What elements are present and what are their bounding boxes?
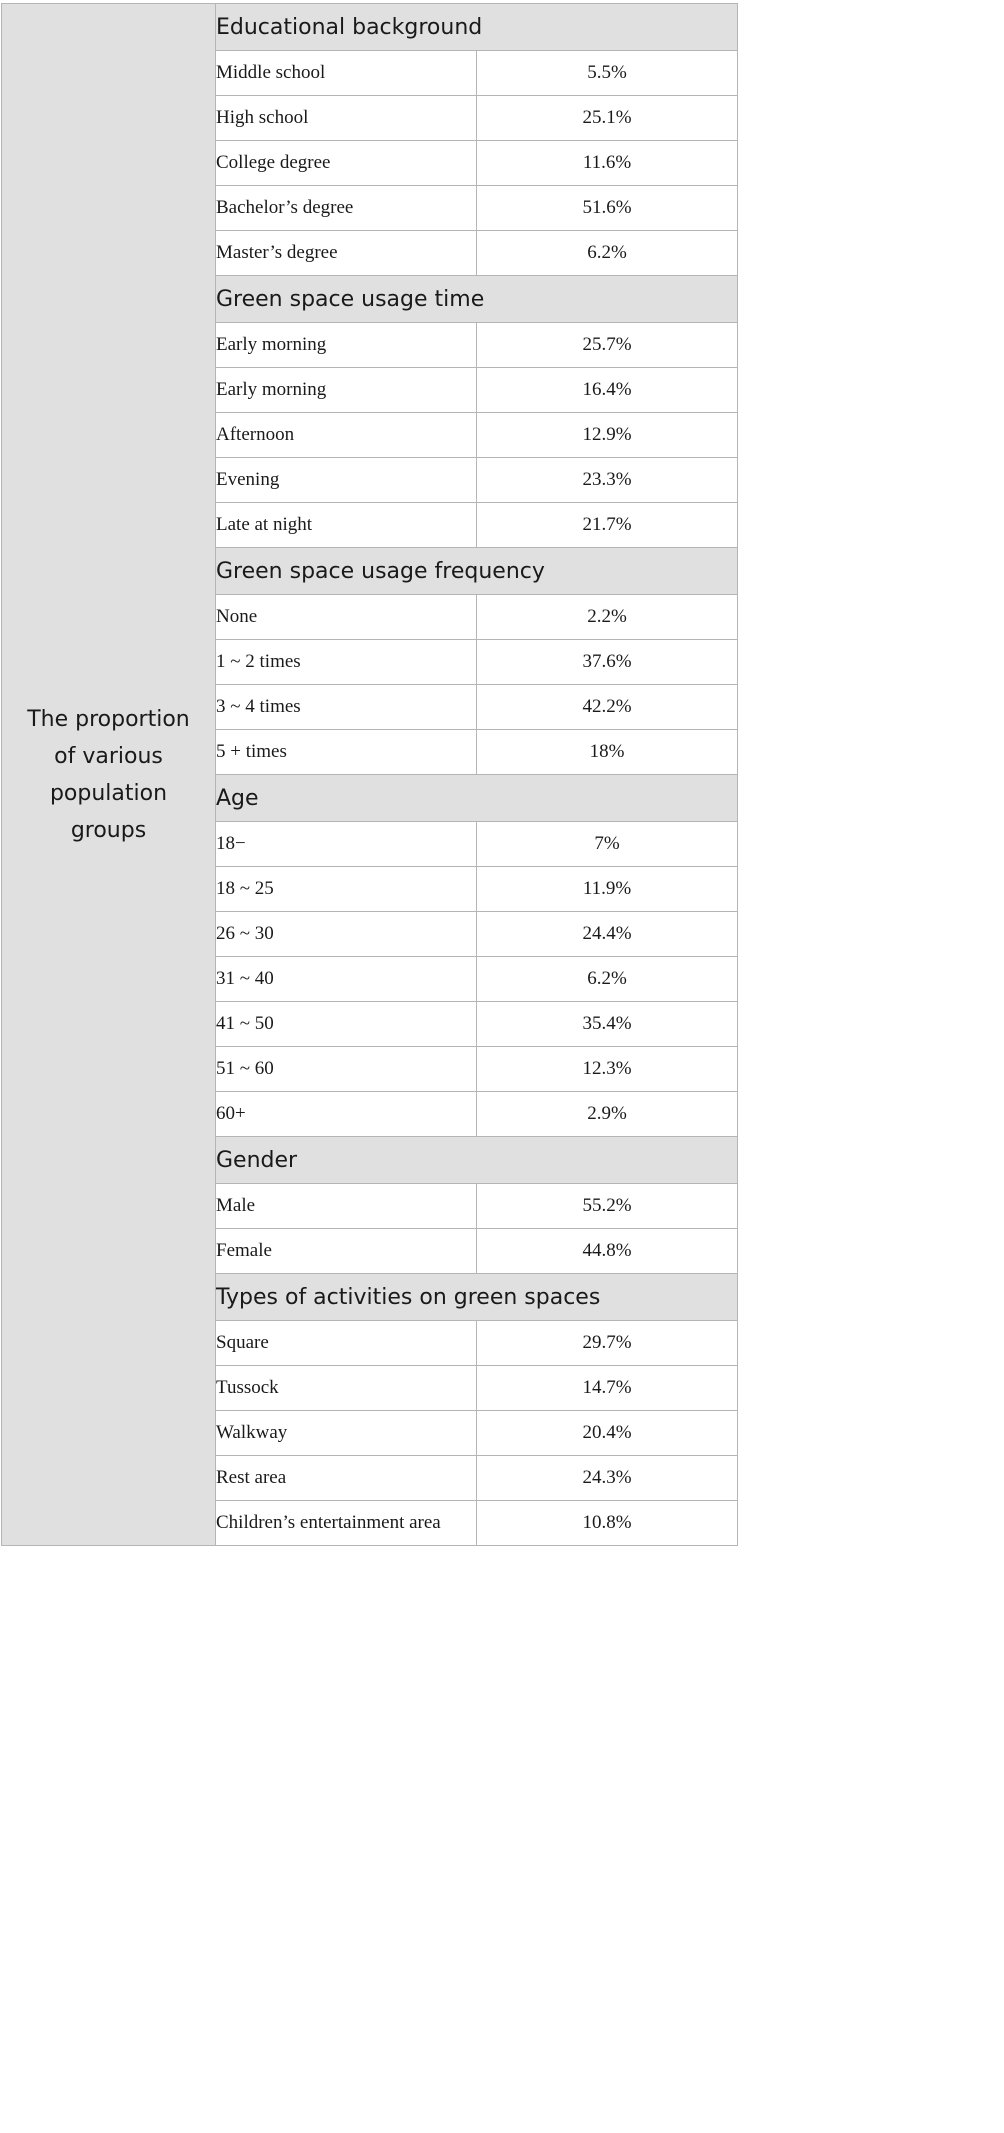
category-cell: Male [216,1184,477,1229]
table-body [2,4,738,1546]
category-cell: Tussock [216,1366,477,1411]
population-proportion-table [1,3,738,1546]
section-title: Green space usage time [216,276,738,323]
percentage-cell: 11.6% [477,141,738,186]
percentage-cell: 24.4% [477,912,738,957]
percentage-cell: 14.7% [477,1366,738,1411]
category-cell: 60+ [216,1092,477,1137]
category-cell: Evening [216,458,477,503]
category-cell: Walkway [216,1411,477,1456]
category-cell: Children’s entertainment area [216,1501,477,1546]
percentage-cell: 5.5% [477,51,738,96]
percentage-cell: 6.2% [477,957,738,1002]
category-cell: 1 ~ 2 times [216,640,477,685]
percentage-cell: 44.8% [477,1229,738,1274]
category-cell: Female [216,1229,477,1274]
category-cell: Bachelor’s degree [216,186,477,231]
category-cell: 41 ~ 50 [216,1002,477,1047]
percentage-cell: 16.4% [477,368,738,413]
percentage-cell: 25.7% [477,323,738,368]
category-cell: Early morning [216,368,477,413]
category-cell: 51 ~ 60 [216,1047,477,1092]
percentage-cell: 12.9% [477,413,738,458]
percentage-cell: 10.8% [477,1501,738,1546]
row-group-label [2,4,216,1546]
percentage-cell: 6.2% [477,231,738,276]
category-cell: 18− [216,822,477,867]
category-cell: Master’s degree [216,231,477,276]
percentage-cell: 12.3% [477,1047,738,1092]
category-cell: 31 ~ 40 [216,957,477,1002]
percentage-cell: 25.1% [477,96,738,141]
category-cell: 3 ~ 4 times [216,685,477,730]
percentage-cell: 20.4% [477,1411,738,1456]
percentage-cell: 23.3% [477,458,738,503]
percentage-cell: 24.3% [477,1456,738,1501]
percentage-cell: 42.2% [477,685,738,730]
category-cell: College degree [216,141,477,186]
category-cell: High school [216,96,477,141]
percentage-cell: 18% [477,730,738,775]
category-cell: Rest area [216,1456,477,1501]
category-cell: 18 ~ 25 [216,867,477,912]
percentage-cell: 2.9% [477,1092,738,1137]
category-cell: Late at night [216,503,477,548]
percentage-cell: 2.2% [477,595,738,640]
percentage-cell: 21.7% [477,503,738,548]
category-cell: Middle school [216,51,477,96]
percentage-cell: 51.6% [477,186,738,231]
percentage-cell: 29.7% [477,1321,738,1366]
category-cell: 26 ~ 30 [216,912,477,957]
category-cell: 5 + times [216,730,477,775]
section-title: Types of activities on green spaces [216,1274,738,1321]
category-cell: Early morning [216,323,477,368]
percentage-cell: 37.6% [477,640,738,685]
section-header-row [2,4,738,51]
percentage-cell: 11.9% [477,867,738,912]
section-title: Gender [216,1137,738,1184]
section-title: Green space usage frequency [216,548,738,595]
percentage-cell: 7% [477,822,738,867]
percentage-cell: 55.2% [477,1184,738,1229]
category-cell: None [216,595,477,640]
percentage-cell: 35.4% [477,1002,738,1047]
category-cell: Square [216,1321,477,1366]
row-group-label-text: The proportion of various population groups [27,706,190,843]
category-cell: Afternoon [216,413,477,458]
section-title: Age [216,775,738,822]
section-title: Educational background [216,4,738,51]
